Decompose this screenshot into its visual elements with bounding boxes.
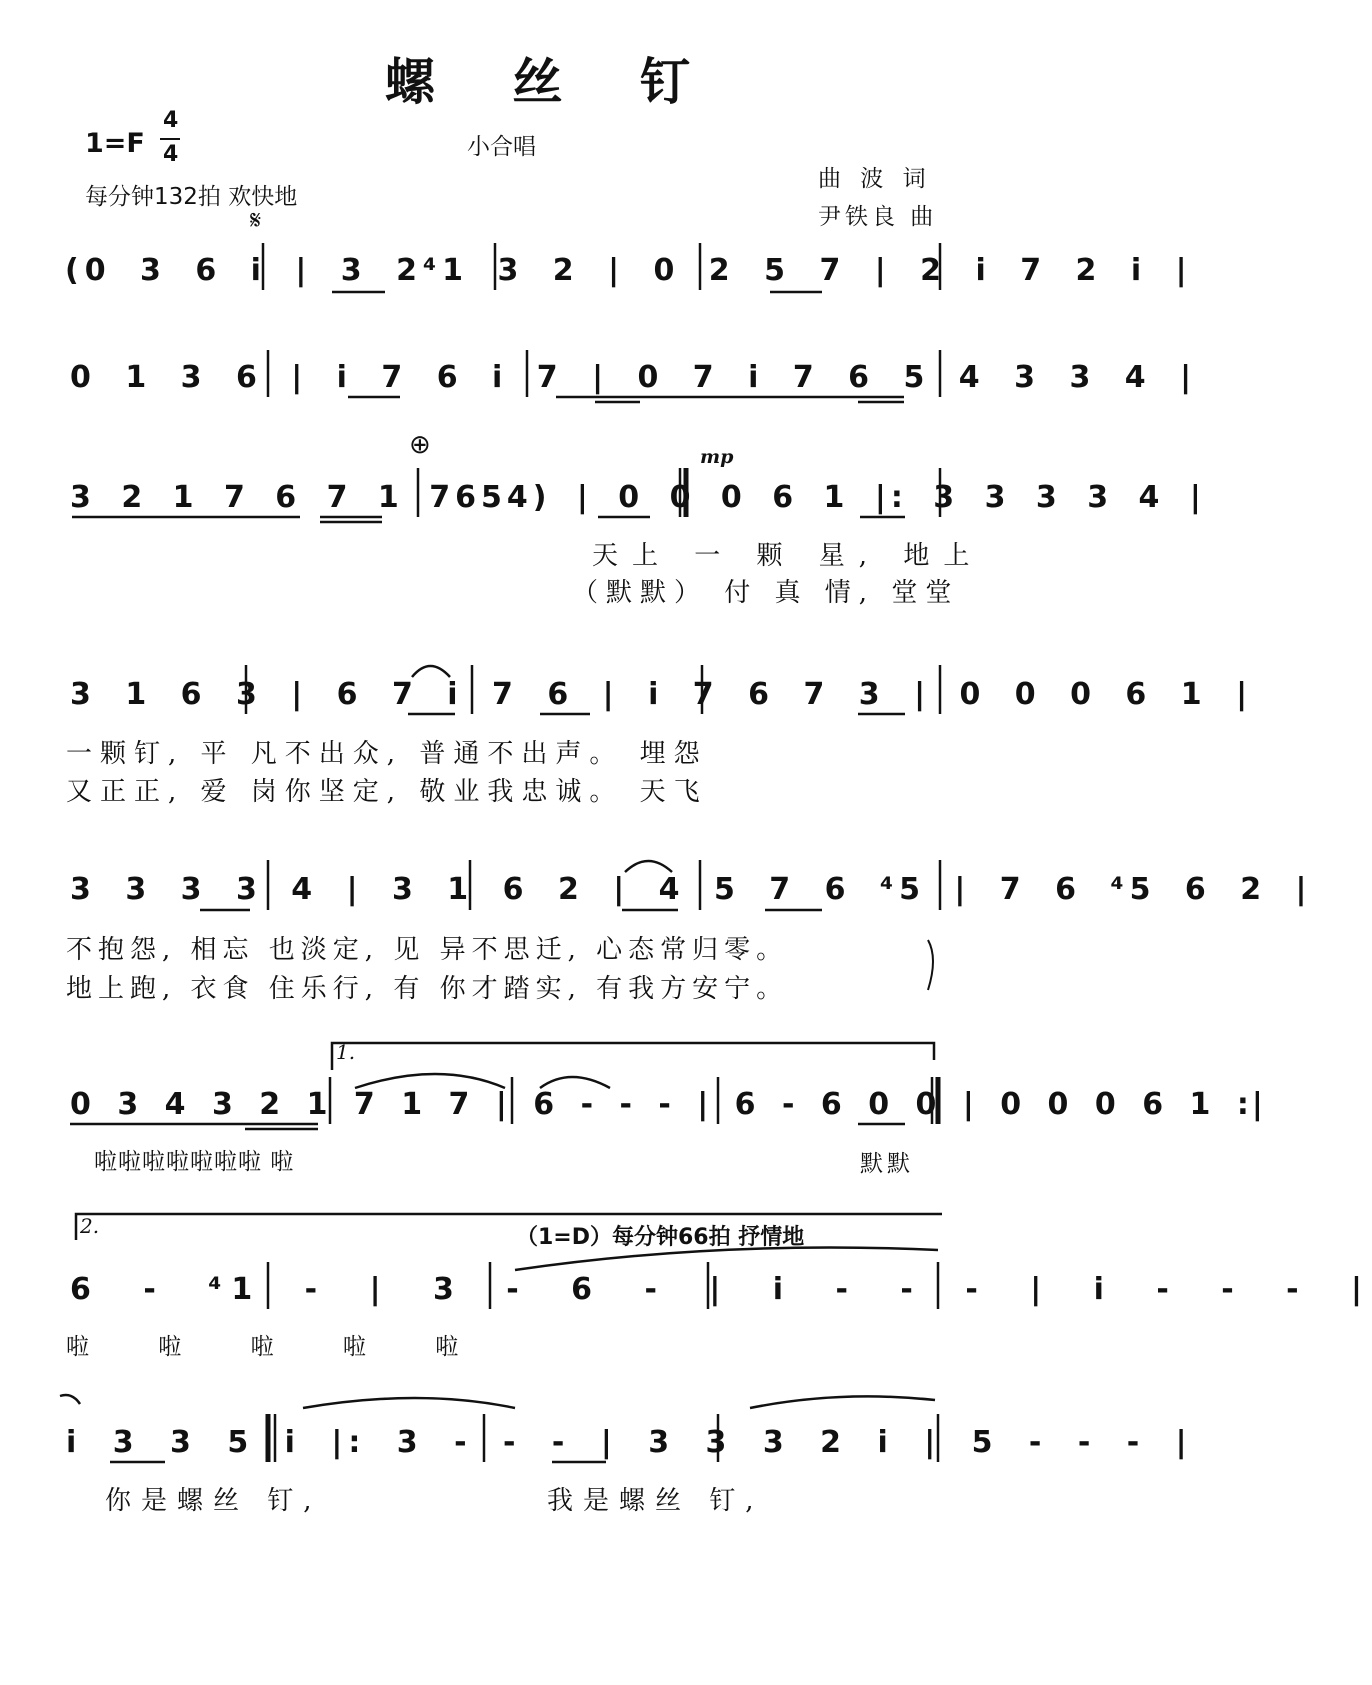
time-signature-top: 4 — [163, 108, 179, 133]
lyrics-row-4-verse-2: 又正正, 爱 岗你坚定, 敬业我忠诚。 天飞 — [66, 777, 708, 807]
volta-1-label: 1. — [336, 1040, 356, 1064]
time-signature-bottom: 4 — [163, 142, 179, 167]
composer: 尹铁良 曲 — [818, 204, 938, 230]
notation-row-3: 3 2 1 7 6 7 1 7654) | 0 0 0 6 1 |: 3 3 3 3 4 | — [70, 480, 1206, 515]
segno-icon: 𝄋 — [250, 206, 262, 236]
lyrics-row-6: 啦啦啦啦啦啦啦 啦 — [94, 1149, 295, 1175]
volta-2-label: 2. — [80, 1214, 100, 1238]
lyrics-row-3-verse-1: 天上 一 颗 星, 地上 — [592, 541, 984, 571]
lyrics-row-7: 啦 啦 啦 啦 啦 — [66, 1334, 465, 1360]
lyrics-row-4-verse-1: 一颗钉, 平 凡不出众, 普通不出声。 埋怨 — [66, 739, 708, 769]
dynamic-mark: mp — [700, 446, 734, 468]
notation-row-6: 0 3 4 3 2 1 7 1 7 | 6 - - - | 6 - 6 0 0 | 0 0 0 6 1 :| — [70, 1087, 1266, 1122]
notation-row-8: i 3 3 5 i |: 3 - - - | 3 3 3 2 i | 5 - - - | — [66, 1425, 1193, 1460]
lyrics-row-8-b: 我是螺丝 钉, — [547, 1486, 764, 1516]
lyricist: 曲 波 词 — [818, 166, 932, 192]
coda-icon: ⊕ — [409, 430, 431, 460]
notation-row-4: 3 1 6 3 | 6 7 i 7 6 | i 7 6 7 3 | 0 0 0 6 1 | — [70, 677, 1254, 712]
key-signature: 1=F — [85, 128, 145, 159]
notation-row-1: (0 3 6 i | 3 2⁴1 3 2 | 0 2 5 7 | 2 i 7 2 i | — [65, 253, 1193, 288]
lyrics-row-8-a: 你是螺丝 钉, — [105, 1486, 322, 1516]
notation-row-2: 0 1 3 6 | i 7 6 i 7 | 0 7 i 7 6 5 4 3 3 4 | — [70, 360, 1198, 395]
notation-row-7: 6 - ⁴1 - | 3 - 6 - | i - - - | i - - - | — [70, 1272, 1372, 1307]
lyrics-row-5-verse-2: 地上跑, 衣食 住乐行, 有 你才踏实, 有我方安宁。 — [66, 974, 789, 1004]
notation-row-5: 3 3 3 3 4 | 3 1 6 2 | 4 5 7 6 ⁴5 | 7 6 ⁴5 6 2 | — [70, 872, 1313, 907]
key-change-marking: （1=D）每分钟66拍 抒情地 — [516, 1225, 805, 1250]
lyrics-row-3-verse-2: （默默） 付 真 情, 堂堂 — [572, 578, 960, 608]
tempo-marking: 每分钟132拍 欢快地 — [85, 184, 298, 210]
song-title: 螺 丝 钉 — [385, 52, 720, 111]
lyrics-row-5-verse-1: 不抱怨, 相忘 也淡定, 见 异不思迁, 心态常归零。 — [66, 935, 789, 965]
lyrics-row-6-end: 默默 — [860, 1151, 914, 1177]
ensemble-label: 小合唱 — [467, 134, 536, 160]
